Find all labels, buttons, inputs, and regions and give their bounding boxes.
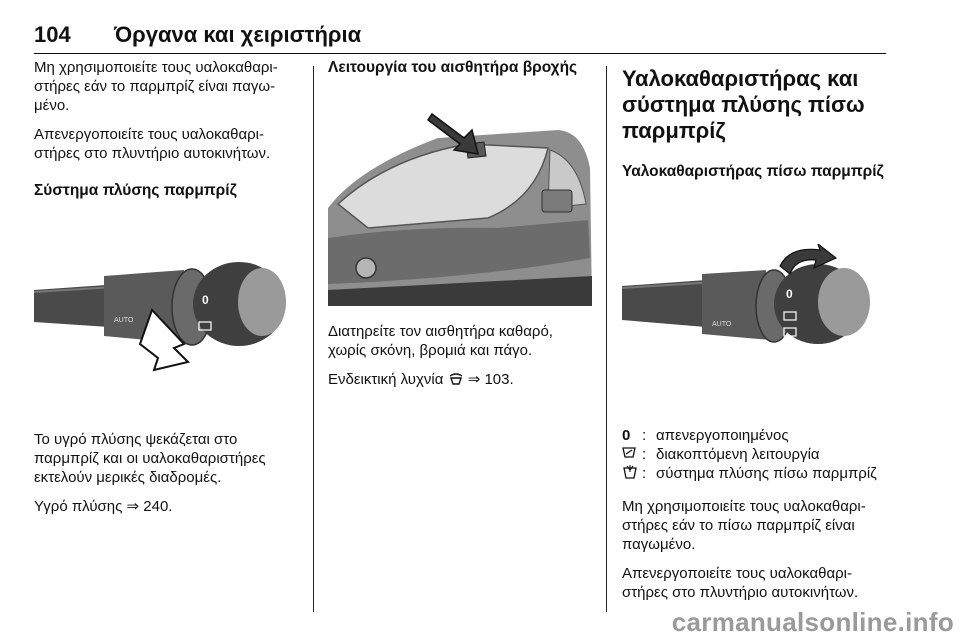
rain-sensor-indicator-icon [448, 372, 464, 386]
page-ref-link[interactable]: 240. [143, 498, 173, 515]
section-title: Υαλοκαθαριστήρας και σύστημα πλύσης πίσω παρμπρίζ [622, 66, 865, 143]
legend-row-intermittent: : διακοπτόμενη λειτουργία [622, 445, 892, 464]
col2-paragraph-1: Διατηρείτε τον αισθητήρα καθαρό, χωρίς σκόνη, βρομιά και πάγο. [328, 323, 553, 359]
col3-subheading: Υαλοκαθαριστήρας πίσω παρμπρίζ [622, 163, 884, 180]
reference-arrow-icon: ⇒ [126, 498, 140, 515]
page-number: 104 [34, 22, 71, 47]
col3-paragraph-1: Μη χρησιμοποιείτε τους υαλοκαθαρι-στήρες εάν το πίσω παρμπρίζ είναι παγωμένο. [622, 498, 866, 553]
page-ref-link[interactable]: 103. [484, 371, 514, 388]
legend-text: απενεργοποιημένος [656, 427, 789, 444]
column-3 [622, 58, 892, 181]
washer-stalk-figure [34, 262, 294, 380]
page-header [34, 22, 886, 54]
stalk-label-0: 0 [786, 287, 793, 301]
side-mirror [542, 190, 572, 212]
intermittent-wipe-icon [622, 445, 642, 464]
stalk-label-auto: AUTO [114, 317, 134, 324]
watermark: carmanualsonline.info [671, 607, 954, 637]
legend-row-washer: : σύστημα πλύσης πίσω παρμπρίζ [622, 464, 892, 485]
col1-heading: Σύστημα πλύσης παρμπρίζ [34, 182, 237, 199]
column-1 [34, 58, 294, 200]
column-divider-1 [313, 66, 314, 612]
col1-paragraph-2: Απενεργοποιείτε τους υαλοκαθαρι-στήρες στο πλυντήριο αυτοκινήτων. [34, 126, 271, 162]
position-legend [622, 426, 892, 602]
stalk-end [818, 268, 870, 336]
rain-sensor-van-figure [328, 108, 592, 306]
col3-paragraph-2: Απενεργοποιείτε τους υαλοκαθαρι-στήρες στο πλυντήριο αυτοκινήτων. [622, 565, 859, 601]
column-divider-2 [606, 66, 607, 612]
column-2-lower [328, 322, 594, 389]
legend-text: σύστημα πλύσης πίσω παρμπρίζ [656, 465, 877, 482]
stalk-end [238, 268, 286, 336]
rear-washer-icon [622, 464, 642, 485]
col2-paragraph-2: Ενδεικτική λυχνία ⇒ 103. [328, 371, 514, 388]
page-title: Όργανα και χειριστήρια [114, 22, 362, 47]
rear-wiper-stalk-figure [622, 244, 886, 362]
col2-heading: Λειτουργία του αισθητήρα βροχής [328, 59, 578, 76]
stalk-label-0: 0 [202, 293, 209, 307]
legend-text: διακοπτόμενη λειτουργία [656, 446, 820, 463]
stalk-label-auto: AUTO [712, 321, 732, 328]
col1-paragraph-1: Μη χρησιμοποιείτε τους υαλοκαθαρι-στήρες εάν το παρμπρίζ είναι παγω-μένο. [34, 59, 278, 114]
off-symbol: 0 [622, 427, 631, 444]
column-2 [328, 58, 594, 77]
col1-paragraph-4: Υγρό πλύσης ⇒ 240. [34, 498, 173, 515]
legend-row-off: 0 : απενεργοποιημένος [622, 426, 892, 445]
reference-arrow-icon: ⇒ [467, 371, 481, 388]
column-1-lower [34, 430, 294, 516]
brand-logo [356, 258, 376, 278]
col1-paragraph-3: Το υγρό πλύσης ψεκάζεται στο παρμπρίζ και οι υαλοκαθαριστήρες εκτελούν μερικές διαδρομές. [34, 431, 266, 486]
